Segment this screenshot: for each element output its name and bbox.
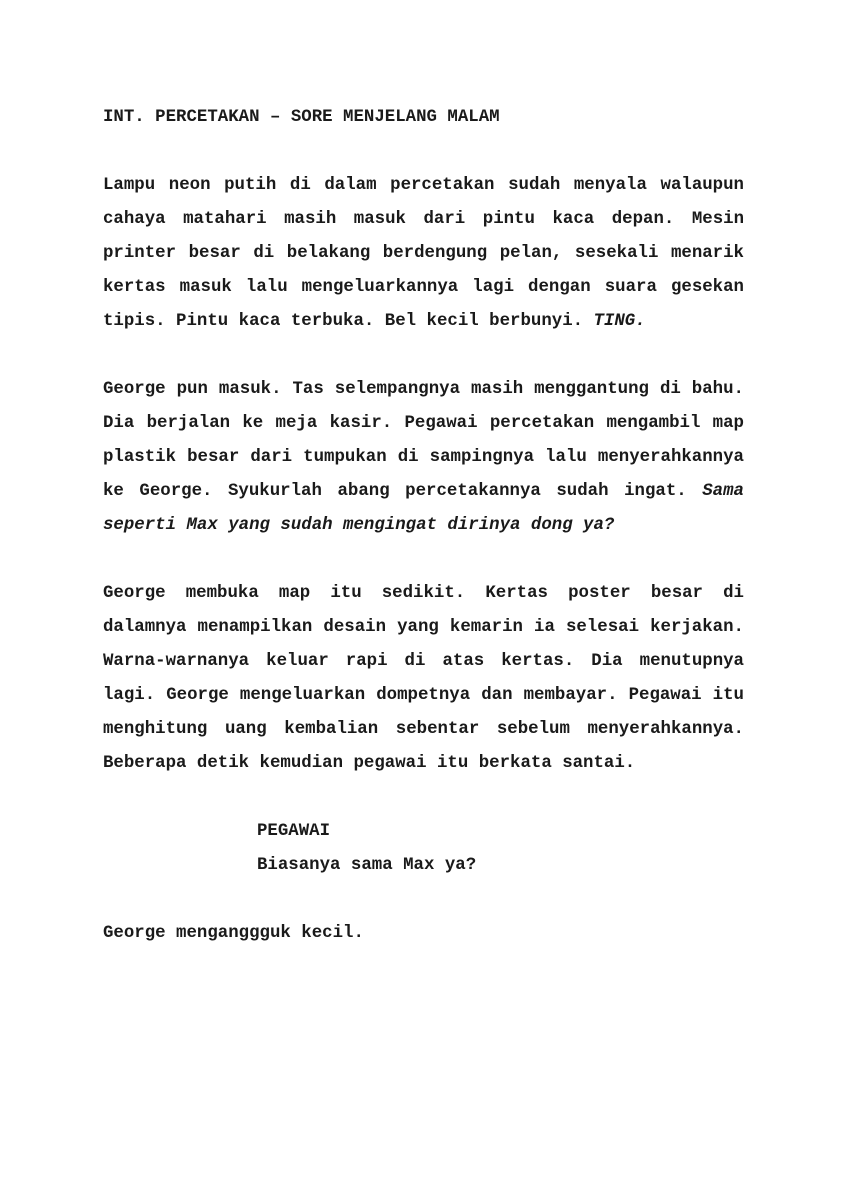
- action-paragraph: George membuka map itu sedikit. Kertas poster besar di dalamnya menampilkan desain yang kemarin ia selesai kerjakan. Warna-warnanya keluar rapi di atas kertas. Dia menutupnya lagi. George mengeluarkan dompetnya dan membayar. Pegawai itu menghitung uang kembalian sebentar sebelum menyerahkannya. Beberapa detik kemudian pegawai itu berkata santai.: [103, 584, 744, 773]
- action-text: George pun masuk. Tas selempangnya masih menggantung di bahu. Dia berjalan ke meja kasir. Pegawai percetakan mengambil map plastik besar dari tumpukan di sampingnya lalu menyerahkannya ke George. Syukurlah abang percetakannya sudah ingat.: [103, 380, 744, 501]
- sound-effect: TING.: [593, 312, 646, 331]
- action-paragraph: [103, 169, 744, 339]
- scene-heading: INT. PERCETAKAN – SORE MENJELANG MALAM: [103, 108, 500, 127]
- action-paragraph: George menganggguk kecil.: [103, 924, 364, 943]
- action-paragraph: [103, 373, 744, 543]
- screenplay-body: [103, 101, 744, 985]
- dialogue-line: Biasanya sama Max ya?: [257, 856, 477, 875]
- action-text: Lampu neon putih di dalam percetakan sudah menyala walaupun cahaya matahari masih masuk dari pintu kaca depan. Mesin printer besar di belakang berdengung pelan, sesekali menarik kertas masuk lalu mengeluarkannya lagi dengan suara gesekan tipis. Pintu kaca terbuka. Bel kecil berbunyi.: [103, 176, 744, 331]
- character-name: PEGAWAI: [257, 822, 331, 841]
- inner-thought: Sama seperti Max yang sudah mengingat dirinya dong ya?: [103, 482, 744, 535]
